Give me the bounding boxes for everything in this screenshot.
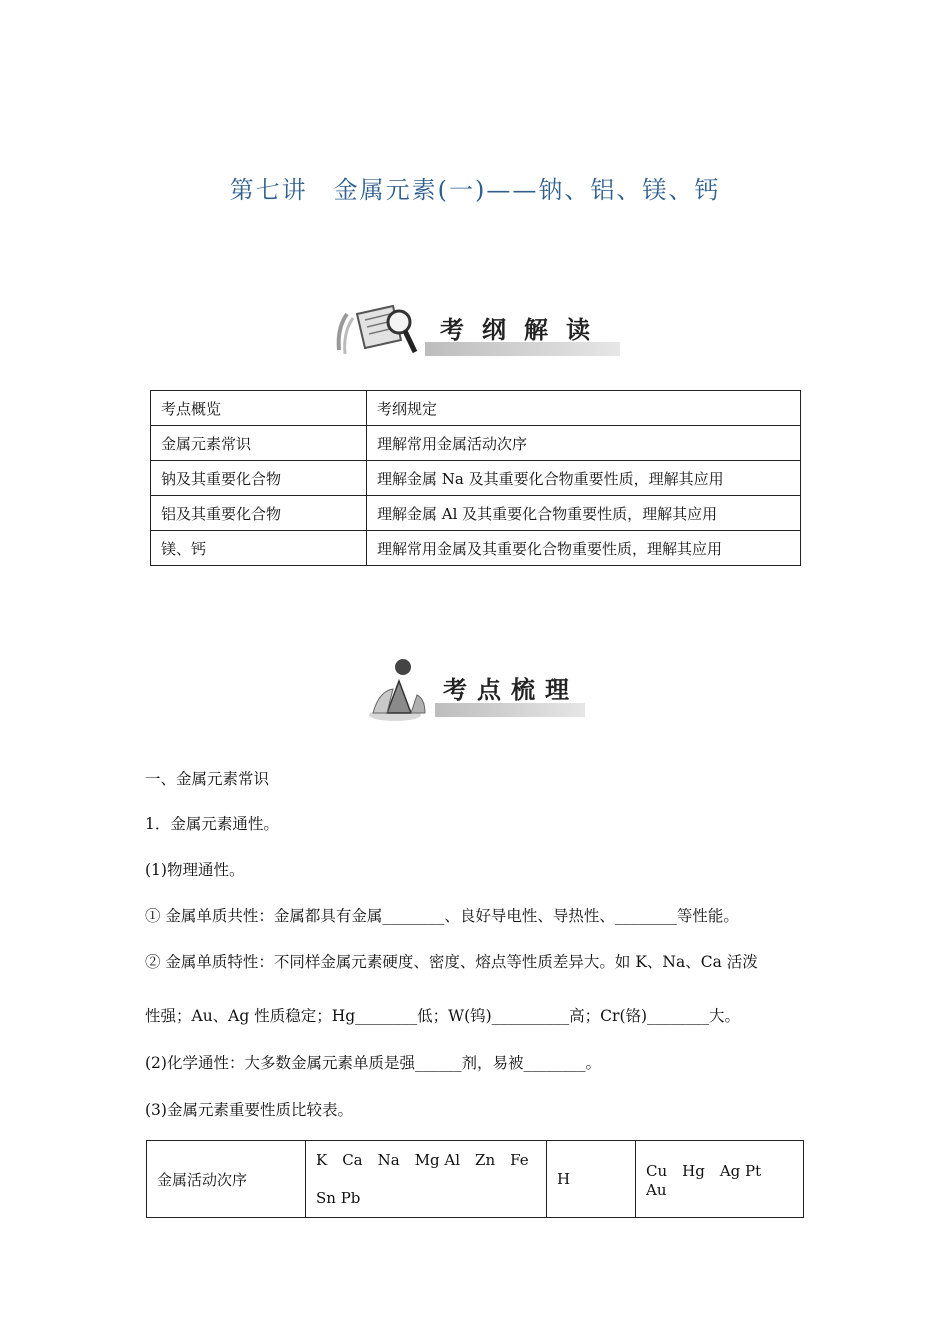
outline-table bbox=[150, 390, 801, 566]
paragraph: ① 金属单质共性：金属都具有金属________、良好导电性、导热性、________等性能。 bbox=[145, 907, 739, 925]
table-cell: 镁、钙 bbox=[151, 531, 367, 566]
table-cell bbox=[306, 1141, 547, 1218]
person-i-icon bbox=[365, 655, 435, 723]
table-header: 考点概览 bbox=[151, 391, 367, 426]
table-cell: 金属活动次序 bbox=[147, 1141, 306, 1218]
table-row bbox=[151, 426, 801, 461]
table-cell: 理解常用金属活动次序 bbox=[367, 426, 801, 461]
metal-group-line: Sn Pb bbox=[316, 1189, 361, 1207]
table-row bbox=[147, 1141, 804, 1218]
page-title: 第七讲 金属元素(一)——钠、铝、镁、钙 bbox=[229, 176, 721, 204]
banner-points bbox=[365, 655, 585, 723]
banner-outline-label: 考纲解读 bbox=[440, 315, 608, 344]
table-header: 考纲规定 bbox=[367, 391, 801, 426]
table-row bbox=[151, 461, 801, 496]
table-row bbox=[151, 391, 801, 426]
section-heading: 一、金属元素常识 bbox=[145, 770, 270, 788]
banner-underline bbox=[435, 703, 585, 717]
table-cell: H bbox=[547, 1141, 636, 1218]
table-cell: 铝及其重要化合物 bbox=[151, 496, 367, 531]
table-cell: 钠及其重要化合物 bbox=[151, 461, 367, 496]
table-cell: Cu Hg Ag Pt Au bbox=[636, 1141, 804, 1218]
paragraph: 1．金属元素通性。 bbox=[145, 815, 279, 833]
table-cell: 理解金属 Al 及其重要化合物重要性质，理解其应用 bbox=[367, 496, 801, 531]
paragraph: 性强；Au、Ag 性质稳定；Hg________低；W(钨)__________高；Cr(铬)________大。 bbox=[145, 1007, 741, 1025]
paragraph: ② 金属单质特性：不同样金属元素硬度、密度、熔点等性质差异大。如 K、Na、Ca 活泼 bbox=[145, 953, 758, 971]
paragraph: (2)化学通性：大多数金属元素单质是强______剂，易被________。 bbox=[145, 1054, 601, 1072]
paragraph: (1)物理通性。 bbox=[145, 861, 245, 879]
table-row bbox=[151, 496, 801, 531]
paragraph: (3)金属元素重要性质比较表。 bbox=[145, 1101, 353, 1119]
book-magnifier-icon bbox=[335, 300, 425, 362]
table-cell: 理解常用金属及其重要化合物重要性质，理解其应用 bbox=[367, 531, 801, 566]
banner-points-label: 考点梳理 bbox=[443, 675, 579, 704]
table-cell: 金属元素常识 bbox=[151, 426, 367, 461]
table-cell: 理解金属 Na 及其重要化合物重要性质，理解其应用 bbox=[367, 461, 801, 496]
metal-group-line: K Ca Na Mg Al Zn Fe bbox=[316, 1151, 529, 1169]
activity-table bbox=[146, 1140, 804, 1218]
table-row bbox=[151, 531, 801, 566]
banner-outline bbox=[335, 300, 620, 362]
